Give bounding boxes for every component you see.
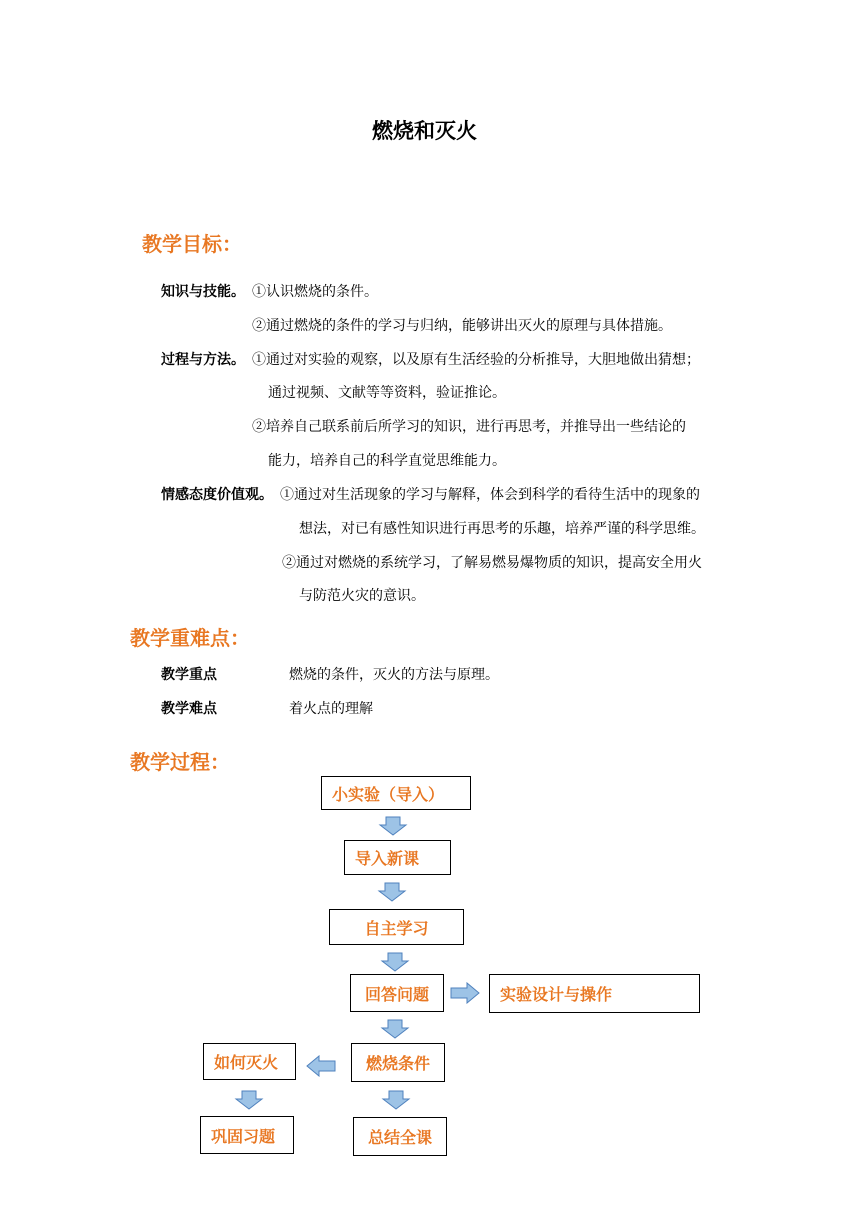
process-item-1-line-1: ①通过对实验的观察，以及原有生活经验的分析推导，大胆地做出猜想；: [252, 352, 700, 368]
page-title: 燃烧和灭火: [372, 119, 477, 143]
flow-box-intro: 导入新课: [344, 840, 451, 875]
emotion-item-1-line-2: 想法，对已有感性知识进行再思考的乐趣，培养严谨的科学思维。: [299, 521, 705, 537]
flow-box-self-study: 自主学习: [329, 909, 464, 945]
right-arrow-icon: [450, 982, 480, 1004]
knowledge-item-1: ①认识燃烧的条件。: [252, 284, 378, 300]
flow-box-answer: 回答问题: [350, 974, 444, 1012]
flow-box-experiment: 小实验（导入）: [321, 776, 471, 810]
objectives-heading: 教学目标：: [142, 232, 242, 256]
down-arrow-icon: [378, 816, 408, 836]
left-arrow-icon: [306, 1055, 336, 1077]
process-item-1-line-2: 通过视频、文献等等资料，验证推论。: [268, 385, 506, 401]
flow-box-design: 实验设计与操作: [489, 974, 700, 1013]
knowledge-label: 知识与技能。: [161, 284, 245, 300]
flow-box-extinguish: 如何灭火: [203, 1043, 296, 1080]
emotion-label: 情感态度价值观。: [161, 487, 273, 503]
knowledge-item-2: ②通过燃烧的条件的学习与归纳，能够讲出灭火的原理与具体措施。: [252, 318, 672, 334]
down-arrow-icon: [377, 882, 407, 902]
process-item-2-line-2: 能力，培养自己的科学直觉思维能力。: [268, 453, 506, 469]
flow-box-conditions: 燃烧条件: [351, 1043, 445, 1082]
keypoints-heading: 教学重难点：: [130, 626, 250, 650]
down-arrow-icon: [234, 1090, 264, 1110]
down-arrow-icon: [381, 1090, 411, 1110]
emotion-item-2-line-1: ②通过对燃烧的系统学习，了解易燃易爆物质的知识，提高安全用火: [282, 555, 702, 571]
flow-box-summary: 总结全课: [353, 1117, 447, 1156]
difficulty-text: 着火点的理解: [289, 701, 373, 717]
emotion-item-2-line-2: 与防范火灾的意识。: [299, 588, 425, 604]
process-method-label: 过程与方法。: [161, 352, 245, 368]
focus-label: 教学重点: [161, 667, 217, 683]
process-heading: 教学过程：: [130, 750, 230, 774]
flow-box-exercise: 巩固习题: [200, 1116, 294, 1154]
down-arrow-icon: [380, 1019, 410, 1039]
difficulty-label: 教学难点: [161, 701, 217, 717]
focus-text: 燃烧的条件，灭火的方法与原理。: [289, 667, 499, 683]
emotion-item-1-line-1: ①通过对生活现象的学习与解释，体会到科学的看待生活中的现象的: [280, 487, 700, 503]
down-arrow-icon: [380, 952, 410, 972]
process-item-2-line-1: ②培养自己联系前后所学习的知识，进行再思考，并推导出一些结论的: [252, 419, 686, 435]
